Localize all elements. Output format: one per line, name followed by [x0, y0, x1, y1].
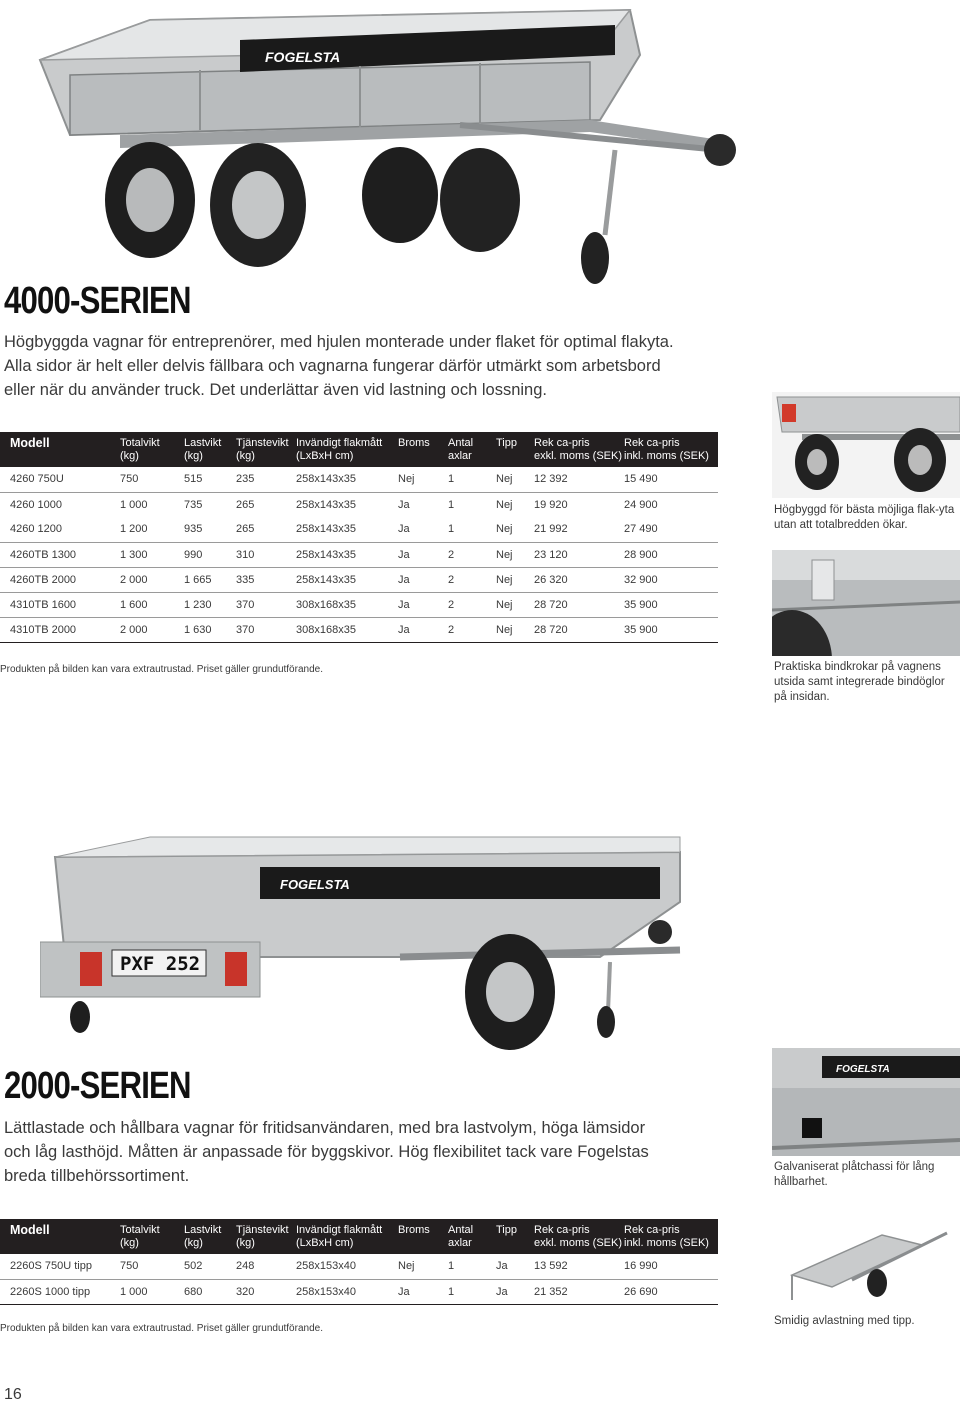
license-plate: PXF 252 [120, 953, 201, 975]
table-cell: 935 [184, 517, 236, 542]
header-cell: Lastvikt (kg) [184, 432, 236, 467]
table-cell: Ja [398, 567, 448, 592]
table-cell: Nej [398, 467, 448, 492]
table-cell: 680 [184, 1279, 236, 1304]
table-cell: 750 [120, 1254, 184, 1279]
table-cell: 2 [448, 542, 496, 567]
table-cell: 2 [448, 567, 496, 592]
table-cell: 35 900 [624, 617, 718, 642]
header-cell: Tjänstevikt (kg) [236, 1219, 296, 1254]
table-cell: Nej [496, 542, 534, 567]
intro-line: och låg lasthöjd. Måtten är anpassade för byggskivor. Hög flexibilitet tack vare Fogelstas [4, 1143, 649, 1161]
table-cell: 2260S 1000 tipp [0, 1279, 120, 1304]
table-cell: Nej [496, 617, 534, 642]
table-row [0, 1254, 718, 1279]
table-cell: 258x143x35 [296, 517, 398, 542]
table-cell: 335 [236, 567, 296, 592]
table-cell: 13 592 [534, 1254, 624, 1279]
table-cell: 370 [236, 617, 296, 642]
table-row [0, 517, 718, 542]
table-cell: 1 200 [120, 517, 184, 542]
header-cell: Totalvikt (kg) [120, 432, 184, 467]
header-cell: Invändigt flakmått (LxBxH cm) [296, 1219, 398, 1254]
table-cell: 308x168x35 [296, 617, 398, 642]
caption-chassis: Galvaniserat plåtchassi för lång hållbarhet. [774, 1161, 935, 1188]
table-row [0, 592, 718, 617]
table-cell: 235 [236, 467, 296, 492]
table-cell: 2 [448, 617, 496, 642]
trailer-4000-photo [30, 0, 770, 290]
table-cell: 32 900 [624, 567, 718, 592]
table-cell: 2 [448, 592, 496, 617]
table-cell: Nej [496, 567, 534, 592]
table-cell: Nej [496, 498, 513, 511]
header-cell: Rek ca-pris inkl. moms (SEK) [624, 1219, 718, 1254]
brand-logo: FOGELSTA [280, 877, 350, 892]
spec-table-2000 [0, 1219, 718, 1305]
table-header-row [0, 432, 718, 467]
header-cell: Modell [0, 432, 120, 467]
series-4000-intro [4, 330, 694, 402]
table-cell: 258x153x40 [296, 1254, 398, 1279]
table-cell: 4310TB 1600 [0, 592, 120, 617]
table-cell: 28 900 [624, 542, 718, 567]
brand-logo: FOGELSTA [836, 1064, 890, 1075]
table-cell: Ja [398, 498, 410, 511]
header-cell: Antal axlar [448, 432, 496, 467]
table-cell: 990 [184, 542, 236, 567]
table-cell: 370 [236, 592, 296, 617]
table-cell: 1 665 [184, 567, 236, 592]
table-cell: 23 120 [534, 542, 624, 567]
table-header-row [0, 1219, 718, 1254]
table-cell: Ja [398, 542, 448, 567]
table-cell: 258x143x35 [296, 567, 398, 592]
table-cell: 16 990 [624, 1254, 718, 1279]
header-cell: Tipp [496, 432, 534, 467]
caption-tie-hooks: Praktiska bindkrokar på vagnens utsida samt integrerade bindöglor på insidan. [774, 661, 945, 703]
intro-line: Alla sidor är helt eller delvis fällbara och vagnarna fungerar därför utmärkt som arbetsbord [4, 357, 661, 375]
table-cell: 265 [236, 498, 255, 511]
caption-high-build: Högbyggd för bästa möjliga flak-yta utan att totalbredden ökar. [774, 504, 955, 531]
table-cell: 515 [184, 467, 236, 492]
table-cell: 24 900 [624, 498, 658, 511]
table-cell: 502 [184, 1254, 236, 1279]
table-note-4000: Produkten på bilden kan vara extrautrustad. Priset gäller grundutförande. [0, 664, 323, 675]
table-cell: Ja [496, 1279, 534, 1304]
series-2000-title: 2000-SERIEN [4, 1065, 191, 1107]
header-cell: Rek ca-pris exkl. moms (SEK) [534, 432, 624, 467]
intro-line: Lättlastade och hållbara vagnar för fritidsanvändaren, med bra lastvolym, höga lämsidor [4, 1119, 646, 1137]
header-cell: Modell [0, 1219, 120, 1254]
table-row [0, 567, 718, 592]
table-cell: Nej [496, 592, 534, 617]
table-cell: 1 300 [120, 542, 184, 567]
table-cell: 35 900 [624, 592, 718, 617]
table-cell: 28 720 [534, 617, 624, 642]
table-cell: Ja [398, 1279, 448, 1304]
table-cell: Nej [496, 517, 534, 542]
table-cell: 1 [448, 467, 496, 492]
table-cell: 735 [184, 498, 203, 511]
brand-logo: FOGELSTA [265, 49, 341, 65]
table-cell: 21 992 [534, 517, 624, 542]
header-cell: Lastvikt (kg) [184, 1219, 236, 1254]
table-cell: 1 230 [184, 592, 236, 617]
table-row [0, 542, 718, 567]
table-cell: 4260 1000 [10, 498, 62, 511]
table-body [0, 1254, 718, 1304]
header-cell: Broms [398, 432, 448, 467]
table-cell: Ja [398, 617, 448, 642]
table-cell: 2 000 [120, 617, 184, 642]
table-cell: 265 [236, 517, 296, 542]
caption-tipping: Smidig avlastning med tipp. [774, 1315, 915, 1327]
header-cell: Rek ca-pris inkl. moms (SEK) [624, 432, 718, 467]
intro-line: eller när du använder truck. Det underlättar även vid lastning och lossning. [4, 381, 547, 399]
trailer-2000-photo [40, 832, 700, 1057]
table-row [0, 1279, 718, 1304]
table-cell: 15 490 [624, 467, 718, 492]
header-cell: Tipp [496, 1219, 534, 1254]
table-cell: 1 630 [184, 617, 236, 642]
header-cell: Totalvikt (kg) [120, 1219, 184, 1254]
table-cell: Ja [398, 517, 448, 542]
header-cell: Tjänstevikt (kg) [236, 432, 296, 467]
table-cell: 12 392 [534, 467, 624, 492]
table-cell: 19 920 [534, 498, 568, 511]
side-photo-chassis [772, 1048, 960, 1156]
table-cell: 258x143x35 [296, 542, 398, 567]
table-cell: 1 000 [120, 498, 148, 511]
header-cell: Rek ca-pris exkl. moms (SEK) [534, 1219, 624, 1254]
table-cell: 750 [120, 467, 184, 492]
table-cell: 1 000 [120, 1279, 184, 1304]
table-cell: 28 720 [534, 592, 624, 617]
table-cell: 26 690 [624, 1279, 718, 1304]
header-cell: Antal axlar [448, 1219, 496, 1254]
series-2000-intro [4, 1116, 694, 1188]
table-cell: 1 600 [120, 592, 184, 617]
table-cell: 1 [448, 1279, 496, 1304]
table-cell: 258x153x40 [296, 1279, 398, 1304]
side-photo-high-build [772, 392, 960, 498]
table-cell: 1 [448, 517, 496, 542]
side-photo-tie-hooks [772, 550, 960, 656]
header-cell: Invändigt flakmått (LxBxH cm) [296, 432, 398, 467]
side-photo-tipping [772, 1205, 960, 1309]
table-cell: Nej [496, 467, 534, 492]
table-cell: 27 490 [624, 517, 718, 542]
table-cell: 4310TB 2000 [0, 617, 120, 642]
spec-table-4000 [0, 432, 718, 643]
table-cell: 248 [236, 1254, 296, 1279]
table-cell: 4260 750U [0, 467, 120, 492]
table-cell: 26 320 [534, 567, 624, 592]
table-cell: 21 352 [534, 1279, 624, 1304]
table-row [0, 467, 718, 492]
table-cell: 310 [236, 542, 296, 567]
intro-line: Högbyggda vagnar för entreprenörer, med hjulen monterade under flaket för optimal flakyta. [4, 333, 674, 351]
intro-line: breda tillbehörssortiment. [4, 1167, 190, 1185]
table-cell: Ja [398, 592, 448, 617]
table-cell: 4260TB 2000 [0, 567, 120, 592]
table-row [0, 492, 718, 517]
table-body [0, 467, 718, 642]
series-4000-title: 4000-SERIEN [4, 280, 191, 322]
table-row [0, 617, 718, 642]
table-note-2000: Produkten på bilden kan vara extrautrustad. Priset gäller grundutförande. [0, 1323, 323, 1334]
page-number: 16 [4, 1386, 22, 1403]
table-cell: 258x143x35 [296, 498, 356, 511]
table-cell: 258x143x35 [296, 467, 398, 492]
table-cell: 2260S 750U tipp [0, 1254, 120, 1279]
table-cell: 1 [448, 498, 455, 511]
header-cell: Broms [398, 1219, 448, 1254]
table-cell: 320 [236, 1279, 296, 1304]
table-cell: 308x168x35 [296, 592, 398, 617]
table-cell: 4260TB 1300 [0, 542, 120, 567]
table-cell: Nej [398, 1254, 448, 1279]
table-cell: 2 000 [120, 567, 184, 592]
table-cell: 1 [448, 1254, 496, 1279]
table-cell: 4260 1200 [0, 517, 120, 542]
table-cell: Ja [496, 1254, 534, 1279]
